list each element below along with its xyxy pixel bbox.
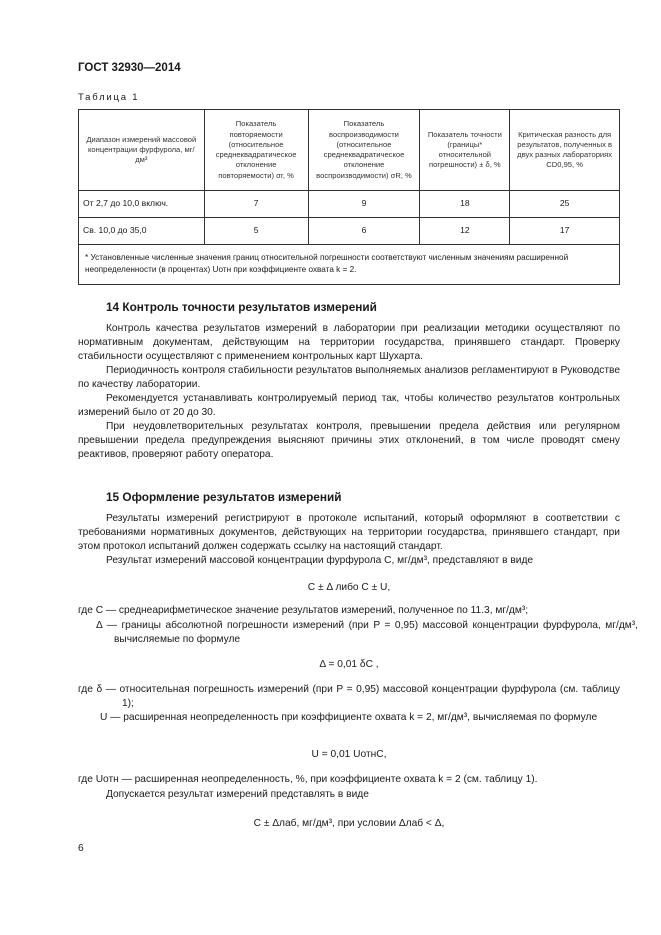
table-cell-range: Св. 10,0 до 35,0: [79, 218, 205, 245]
table-row: [79, 191, 620, 218]
section-14-body: [78, 322, 620, 462]
table-cell: 25: [510, 191, 620, 218]
page-number: 6: [78, 843, 84, 854]
table-cell: 5: [204, 218, 308, 245]
table-footnote: * Установленные численные значения границ относительной погрешности соответствуют численным значениям расширенной неопределенности (в процентах) Uотн при коэффициенте охвата k = 2.: [79, 245, 620, 285]
where-c: где C — среднеарифметическое значение результатов измерений, полученное по 11.3, мг/дм³;: [78, 605, 529, 616]
paragraph: Периодичность контроля стабильности результатов выполняемых анализов регламентируют в Руководстве по качеству лаборатории.: [78, 365, 620, 390]
table-cell-range: От 2,7 до 10,0 включ.: [79, 191, 205, 218]
paragraph: Контроль качества результатов измерений в лаборатории при реализации методики осуществляют по нормативным документам, действующим на территории государства, принявшего стандарт. Проверку стабильности осуществляют с применением контрольных карт Шухарта.: [78, 323, 620, 362]
section-14-title: 14 Контроль точности результатов измерений: [106, 300, 377, 314]
formula-result: C ± Δ либо C ± U,: [307, 582, 391, 593]
standard-code: ГОСТ 32930—2014: [78, 62, 181, 74]
column-header: Критическая разность для результатов, полученных в двух разных лабораториях CD0,95, %: [510, 110, 620, 191]
table-footnote-row: [79, 245, 620, 285]
where-u: U — расширенная неопределенность при коэффициенте охвата k = 2, мг/дм³, вычисляемая по формуле: [100, 712, 598, 723]
formula-lab: C ± Δлаб, мг/дм³, при условии Δлаб < Δ,: [253, 818, 445, 829]
formula-delta: Δ = 0,01 δC ,: [319, 659, 379, 670]
where-delta: Δ — границы абсолютной погрешности измерений (при P = 0,95) массовой концентрации фурфурола, мг/дм³, вычисляемые по формуле: [96, 620, 638, 645]
table-caption: Таблица 1: [78, 92, 140, 103]
column-header: Показатель точности (границы* относительной погрешности) ± δ, %: [420, 110, 510, 191]
table-row: [79, 218, 620, 245]
column-header: Показатель воспроизводимости (относительное среднеквадратическое отклонение воспроизводимости) σR, %: [308, 110, 420, 191]
paragraph: Результаты измерений регистрируют в протоколе испытаний, который оформляют в соответствии с требованиями нормативных документов, действующих на территории государства, принявшего стандарт, при этом протокол испытаний должен содержать ссылку на настоящий стандарт.: [78, 513, 620, 552]
formula-u: U = 0,01 UотнC,: [311, 749, 387, 760]
paragraph: Рекомендуется устанавливать контролируемый период так, чтобы количество результатов контрольных измерений было от 20 до 30.: [78, 393, 620, 418]
where-small-delta: где δ — относительная погрешность измерений (при P = 0,95) массовой концентрации фурфурола (см. таблицу 1);: [78, 684, 620, 709]
paragraph: Допускается результат измерений представлять в виде: [106, 789, 369, 800]
section-15-body: [78, 512, 620, 568]
table-cell: 18: [420, 191, 510, 218]
table-cell: 12: [420, 218, 510, 245]
section-15-title: 15 Оформление результатов измерений: [106, 490, 342, 504]
where-uotn: где Uотн — расширенная неопределенность, %, при коэффициенте охвата k = 2 (см. таблицу 1).: [78, 774, 538, 785]
paragraph: При неудовлетворительных результатах контроля, превышении предела действия или регулярном превышении предела предупреждения выясняют причины этих отклонений, в том числе проводят смену реактивов, проверяют работу оператора.: [78, 421, 620, 460]
column-header: Показатель повторяемости (относительное среднеквадратическое отклонение повторяемости) σr, %: [204, 110, 308, 191]
accuracy-table: [78, 109, 620, 285]
paragraph: Результат измерений массовой концентрации фурфурола C, мг/дм³, представляют в виде: [106, 555, 534, 566]
column-header: Диапазон измерений массовой концентрации фурфурола, мг/дм³: [79, 110, 205, 191]
table-cell: 9: [308, 191, 420, 218]
table-cell: 7: [204, 191, 308, 218]
table-header-row: [79, 110, 620, 191]
table-cell: 17: [510, 218, 620, 245]
table-cell: 6: [308, 218, 420, 245]
